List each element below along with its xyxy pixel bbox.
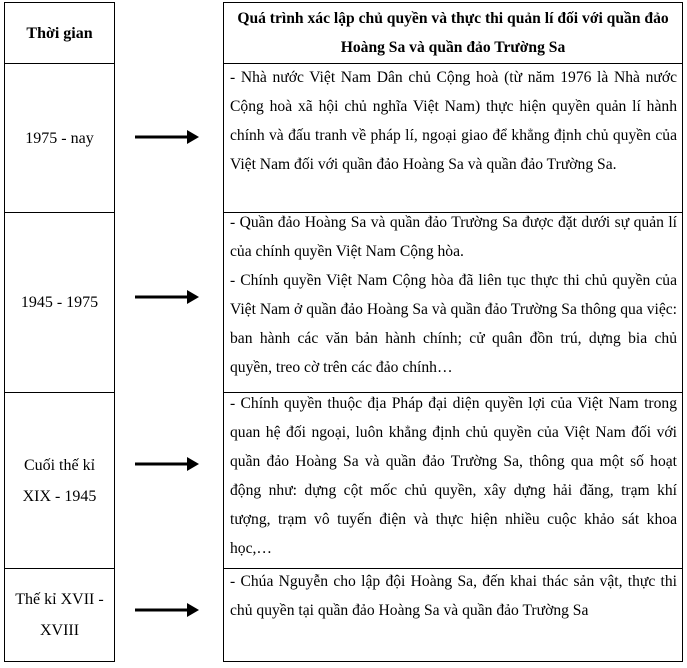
process-header-label: Quá trình xác lập chủ quyền và thực thi quản lí đối với quần đảo Hoàng Sa và quần đảo Trường Sa — [237, 10, 669, 56]
arrow-right-icon — [133, 456, 203, 472]
process-content-4 — [223, 567, 683, 625]
process-line: - Quần đảo Hoàng Sa và quần đảo Trường Sa được đặt dưới sự quản lí của chính quyền Việt Nam Cộng hòa. — [230, 214, 677, 260]
period-label-4: Thế kỉ XVII - XVIII — [15, 591, 104, 639]
period-label-3: Cuối thế kỉ XIX - 1945 — [22, 456, 97, 505]
process-content-1 — [223, 63, 683, 179]
process-line: - Nhà nước Việt Nam Dân chủ Cộng hoà (từ năm 1976 là Nhà nước Cộng hoà xã hội chủ nghĩa Việt Nam) thực hiện quyền quản lí hành chính và đấu tranh về pháp lí, ngoại giao để khẳng định chủ quyền của Việt Nam đối với quần đảo Hoàng Sa và quần đảo Trường Sa. — [230, 69, 677, 173]
process-content-2 — [223, 208, 683, 382]
period-label-1: 1975 - nay — [25, 129, 94, 147]
process-line: - Chính quyền Việt Nam Cộng hòa đã liên tục thực thi chủ quyền của Việt Nam ở quần đảo Hoàng Sa và quần đảo Trường Sa thông qua việc: ban hành các văn bản hành chính; cử quân đồn trú, dựng bia chủ quyền, treo cờ trên các đảo chính… — [230, 272, 677, 376]
time-header-label: Thời gian — [26, 24, 93, 42]
process-content-3 — [223, 389, 683, 563]
process-line: - Chính quyền thuộc địa Pháp đại diện quyền lợi của Việt Nam trong quan hệ đối ngoại, luôn khẳng định chủ quyền của Việt Nam đối với quần đảo Hoàng Sa và quần đảo Trường Sa, thông qua một số hoạt động như: dựng cột mốc chủ quyền, xây dựng hải đăng, trạm khí tượng, trạm vô tuyến điện và thực hiện nhiều cuộc khảo sát khoa học,… — [230, 395, 677, 557]
arrow-right-icon — [133, 602, 203, 618]
process-line: - Chúa Nguyễn cho lập đội Hoàng Sa, đến khai thác sản vật, thực thi chủ quyền tại quần đảo Hoàng Sa và quần đảo Trường Sa — [230, 573, 677, 619]
arrow-right-icon — [133, 129, 203, 145]
period-label-2: 1945 - 1975 — [20, 294, 99, 311]
arrow-right-icon — [133, 289, 203, 305]
